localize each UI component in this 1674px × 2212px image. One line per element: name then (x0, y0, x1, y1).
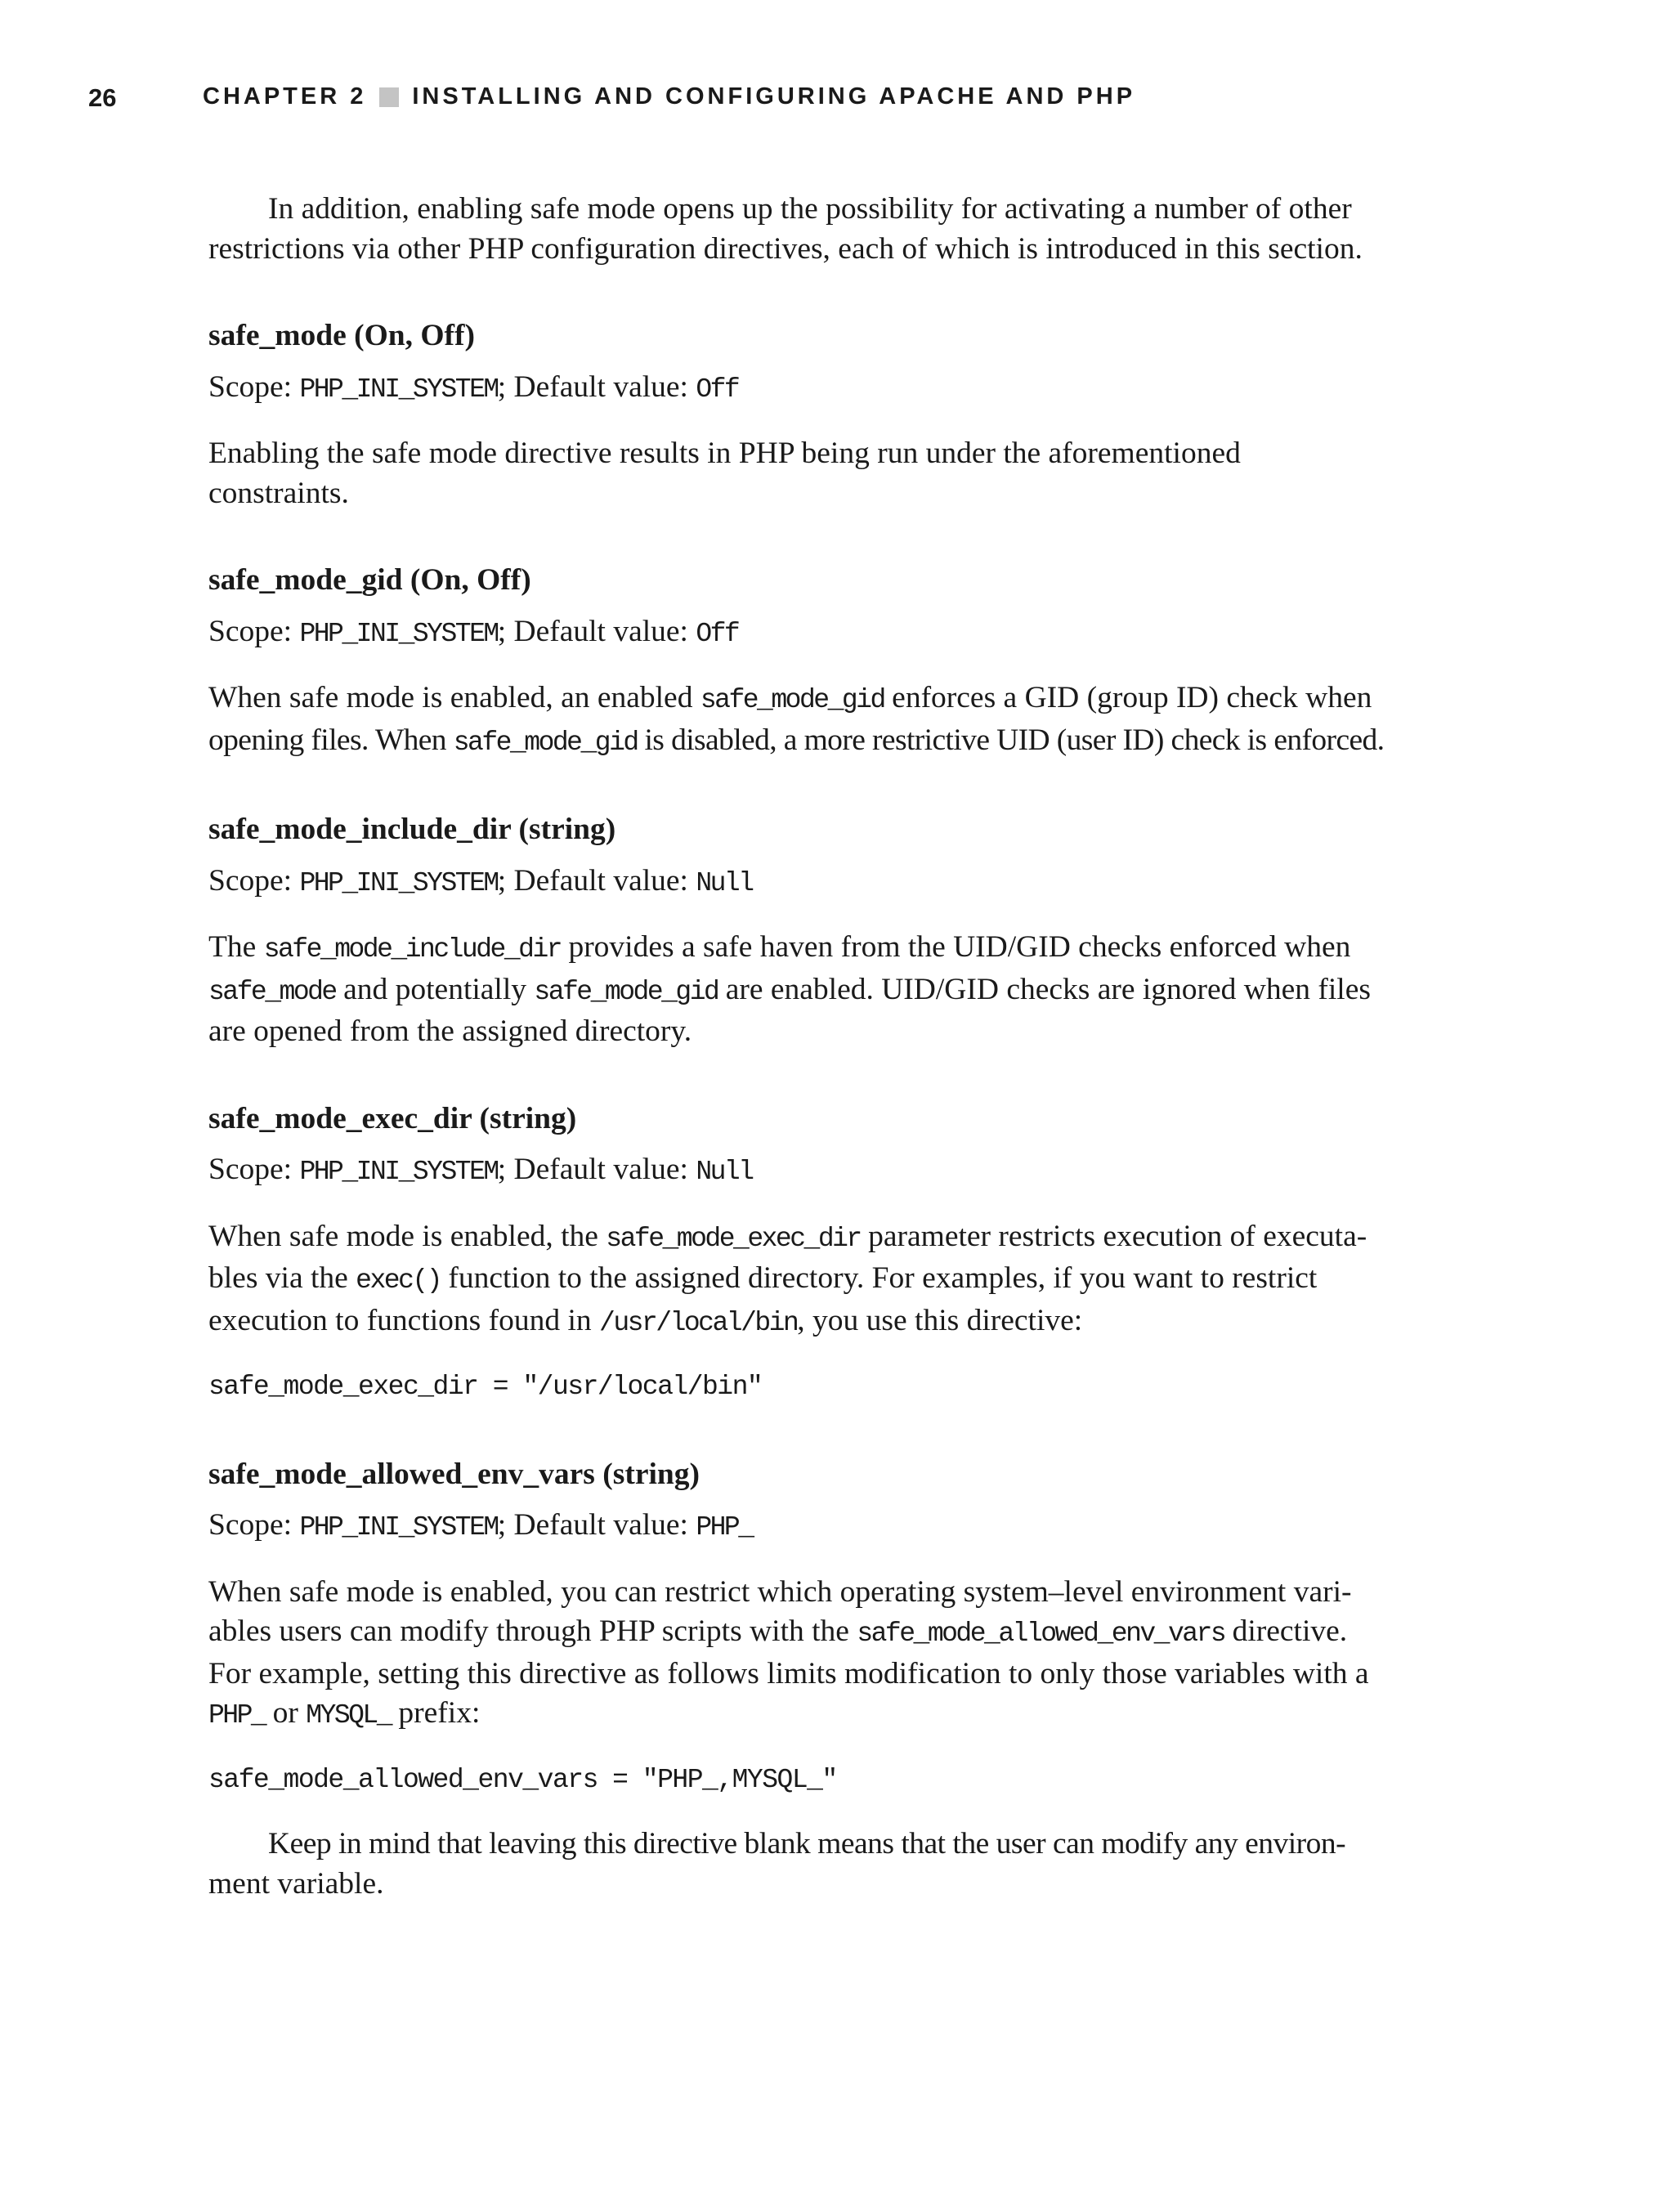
inline-code: safe_mode_include_dir (263, 934, 562, 965)
section-heading-safe-mode-gid: safe_mode_gid (On, Off) (208, 563, 531, 597)
body-safe-mode: Enabling the safe mode directive results in PHP being run under the aforementioned constraints. (208, 437, 1241, 510)
body-safe-mode-allowed-env-vars (208, 1573, 1471, 1736)
inline-code: PHP_ (208, 1700, 266, 1731)
body-text: execution to functions found in (208, 1303, 600, 1337)
default-value: Off (696, 618, 739, 649)
section-heading-safe-mode-allowed-env-vars: safe_mode_allowed_env_vars (string) (208, 1457, 700, 1491)
scope-value: PHP_INI_SYSTEM (299, 618, 498, 649)
default-value: Null (696, 1157, 753, 1187)
scope-label: Scope: (208, 369, 300, 404)
main-content (208, 190, 1471, 1904)
inline-code: safe_mode_gid (453, 727, 638, 758)
code-example-allowed-env-vars: safe_mode_allowed_env_vars = "PHP_,MYSQL_" (208, 1764, 837, 1795)
inline-code: /usr/local/bin (599, 1307, 798, 1338)
scope-value: PHP_INI_SYSTEM (299, 867, 498, 898)
default-value: Null (696, 867, 753, 898)
body-text: , you use this directive: (797, 1303, 1083, 1337)
body-text: When safe mode is enabled, you can restrict which operating system–level environment vari- (208, 1574, 1352, 1609)
inline-code: safe_mode (208, 976, 336, 1007)
body-safe-mode-exec-dir (208, 1217, 1471, 1344)
default-label: ; Default value: (497, 1153, 696, 1186)
body-text: bles via the (208, 1261, 356, 1295)
body-text: provides a safe haven from the UID/GID checks enforced when (561, 930, 1351, 964)
default-value: Off (696, 374, 739, 405)
page-number: 26 (88, 83, 117, 112)
inline-code: MYSQL_ (306, 1700, 392, 1731)
body-text: or (265, 1696, 307, 1730)
section-heading-safe-mode-include-dir: safe_mode_include_dir (string) (208, 813, 616, 846)
scope-label: Scope: (208, 614, 300, 648)
body-text: ment variable. (208, 1866, 384, 1901)
inline-code: exec() (356, 1265, 441, 1296)
separator-square-icon (379, 87, 399, 107)
body-text: For example, setting this directive as follows limits modification to only those variables with a (208, 1656, 1369, 1690)
default-label: ; Default value: (497, 1508, 696, 1542)
scope-label: Scope: (208, 1153, 300, 1186)
inline-code: safe_mode_gid (700, 685, 884, 715)
running-head (203, 83, 1135, 110)
intro-line-1: In addition, enabling safe mode opens up the possibility for activating a number of other (268, 192, 1352, 226)
inline-code: safe_mode_allowed_env_vars (857, 1619, 1225, 1649)
body-text: function to the assigned directory. For examples, if you want to restrict (441, 1261, 1318, 1295)
body-text: opening files. When (208, 723, 454, 757)
section-heading-safe-mode: safe_mode (On, Off) (208, 319, 475, 352)
chapter-title: INSTALLING AND CONFIGURING APACHE AND PHP (412, 83, 1136, 110)
default-value: PHP_ (696, 1512, 753, 1543)
scope-line-safe-mode-gid (208, 612, 1471, 655)
scope-value: PHP_INI_SYSTEM (299, 1157, 498, 1187)
scope-line-safe-mode-exec-dir (208, 1150, 1471, 1193)
body-text: prefix: (391, 1696, 481, 1730)
scope-value: PHP_INI_SYSTEM (299, 1512, 498, 1543)
note-paragraph (208, 1825, 1471, 1904)
scope-line-safe-mode (208, 368, 1471, 410)
scope-label: Scope: (208, 863, 300, 898)
body-text: When safe mode is enabled, the (208, 1219, 606, 1253)
inline-code: safe_mode_exec_dir (606, 1223, 861, 1254)
body-text: parameter restricts execution of executa- (860, 1219, 1367, 1253)
body-text: is disabled, a more restrictive UID (user ID) check is enforced. (637, 723, 1385, 757)
section-heading-safe-mode-exec-dir: safe_mode_exec_dir (string) (208, 1101, 577, 1135)
scope-label: Scope: (208, 1508, 300, 1542)
body-text: When safe mode is enabled, an enabled (208, 681, 700, 714)
body-text: directive. (1224, 1614, 1348, 1648)
default-label: ; Default value: (497, 614, 696, 648)
body-text: The (208, 930, 264, 964)
scope-value: PHP_INI_SYSTEM (299, 374, 498, 405)
body-text: are enabled. UID/GID checks are ignored when files (718, 972, 1371, 1006)
body-safe-mode-gid (208, 678, 1471, 763)
body-text: are opened from the assigned directory. (208, 1014, 692, 1048)
scope-line-safe-mode-include-dir (208, 862, 1471, 904)
body-text: Keep in mind that leaving this directive blank means that the user can modify any environ- (268, 1827, 1346, 1860)
default-label: ; Default value: (497, 863, 696, 898)
intro-line-2: restrictions via other PHP configuration directives, each of which is introduced in this section. (208, 231, 1363, 266)
default-label: ; Default value: (497, 369, 696, 404)
body-text: and potentially (335, 972, 535, 1006)
inline-code: safe_mode_gid (534, 976, 718, 1007)
body-text: ables users can modify through PHP scripts with the (208, 1614, 857, 1648)
scope-line-safe-mode-allowed-env-vars (208, 1506, 1471, 1548)
chapter-label: CHAPTER 2 (203, 83, 367, 110)
body-safe-mode-include-dir (208, 928, 1471, 1052)
body-text: enforces a GID (group ID) check when (884, 681, 1372, 714)
intro-paragraph (208, 190, 1471, 269)
code-example-exec-dir: safe_mode_exec_dir = "/usr/local/bin" (208, 1372, 763, 1402)
